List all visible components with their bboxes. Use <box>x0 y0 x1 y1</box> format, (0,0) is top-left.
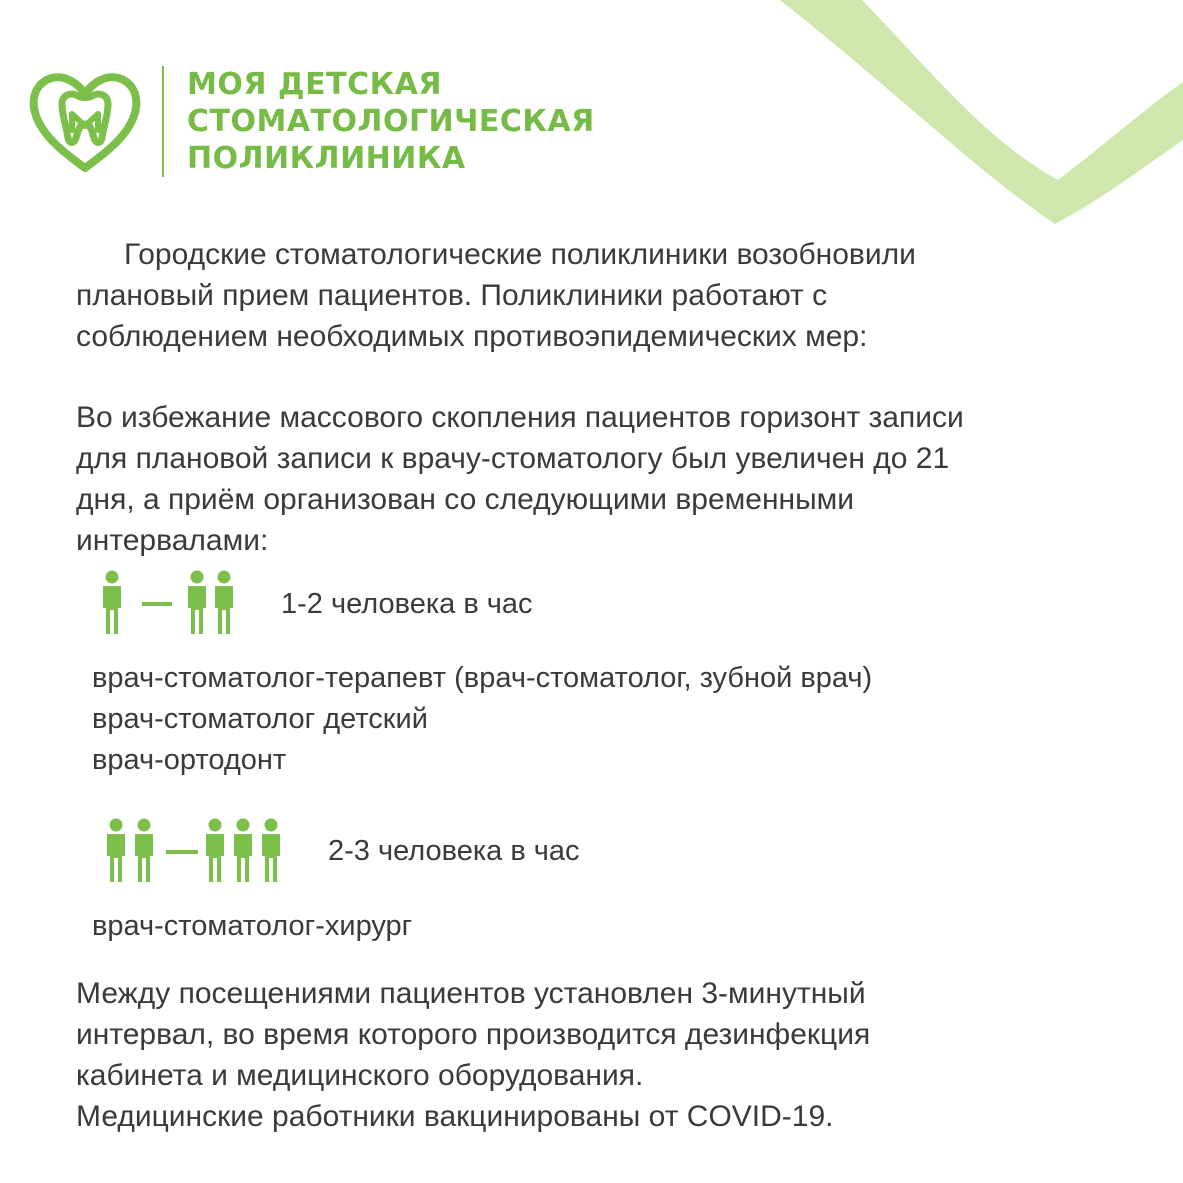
intro-line: плановый прием пациентов. Поликлиники работают с <box>76 279 828 312</box>
list-item: врач-стоматолог детский <box>92 703 428 735</box>
schedule-paragraph <box>76 397 1136 561</box>
closing-line: Между посещениями пациентов установлен 3-минутный <box>76 977 866 1010</box>
schedule-line: для плановой записи к врачу-стоматологу был увеличен до 21 <box>76 442 950 475</box>
closing-line: интервал, во время которого производится дезинфекция <box>76 1018 871 1051</box>
list-item: врач-стоматолог-хирург <box>92 910 413 942</box>
people-icon-2-3 <box>100 818 290 884</box>
brand-line: МОЯ ДЕТСКАЯ <box>187 67 442 102</box>
schedule-line: интервалами: <box>76 524 269 557</box>
brand-line: ПОЛИКЛИНИКА <box>187 141 466 176</box>
list-item: врач-стоматолог-терапевт (врач-стоматолог, зубной врач) <box>92 662 873 694</box>
list-item: врач-ортодонт <box>92 744 287 776</box>
group2-list <box>92 906 412 947</box>
brand-name <box>187 66 595 177</box>
logo-divider <box>162 66 164 177</box>
rate-label-1: 1-2 человека в час <box>281 588 533 620</box>
intro-line: Городские стоматологические поликлиники возобновили <box>124 238 916 271</box>
rate-label-2: 2-3 человека в час <box>328 835 580 867</box>
schedule-line: дня, а приём организован со следующими временными <box>76 483 855 516</box>
group1-list <box>92 658 872 781</box>
closing-line: Медицинские работники вакцинированы от COVID-19. <box>76 1100 834 1133</box>
intro-paragraph <box>76 234 1136 357</box>
closing-line: кабинета и медицинского оборудования. <box>76 1059 644 1092</box>
brand-line: СТОМАТОЛОГИЧЕСКАЯ <box>187 104 595 139</box>
intro-line: соблюдением необходимых противоэпидемических мер: <box>76 320 868 353</box>
tooth-heart-logo-icon <box>26 64 144 176</box>
people-icon-1-2 <box>96 570 246 636</box>
closing-paragraph <box>76 973 1136 1137</box>
schedule-line: Во избежание массового скопления пациентов горизонт записи <box>76 401 964 434</box>
